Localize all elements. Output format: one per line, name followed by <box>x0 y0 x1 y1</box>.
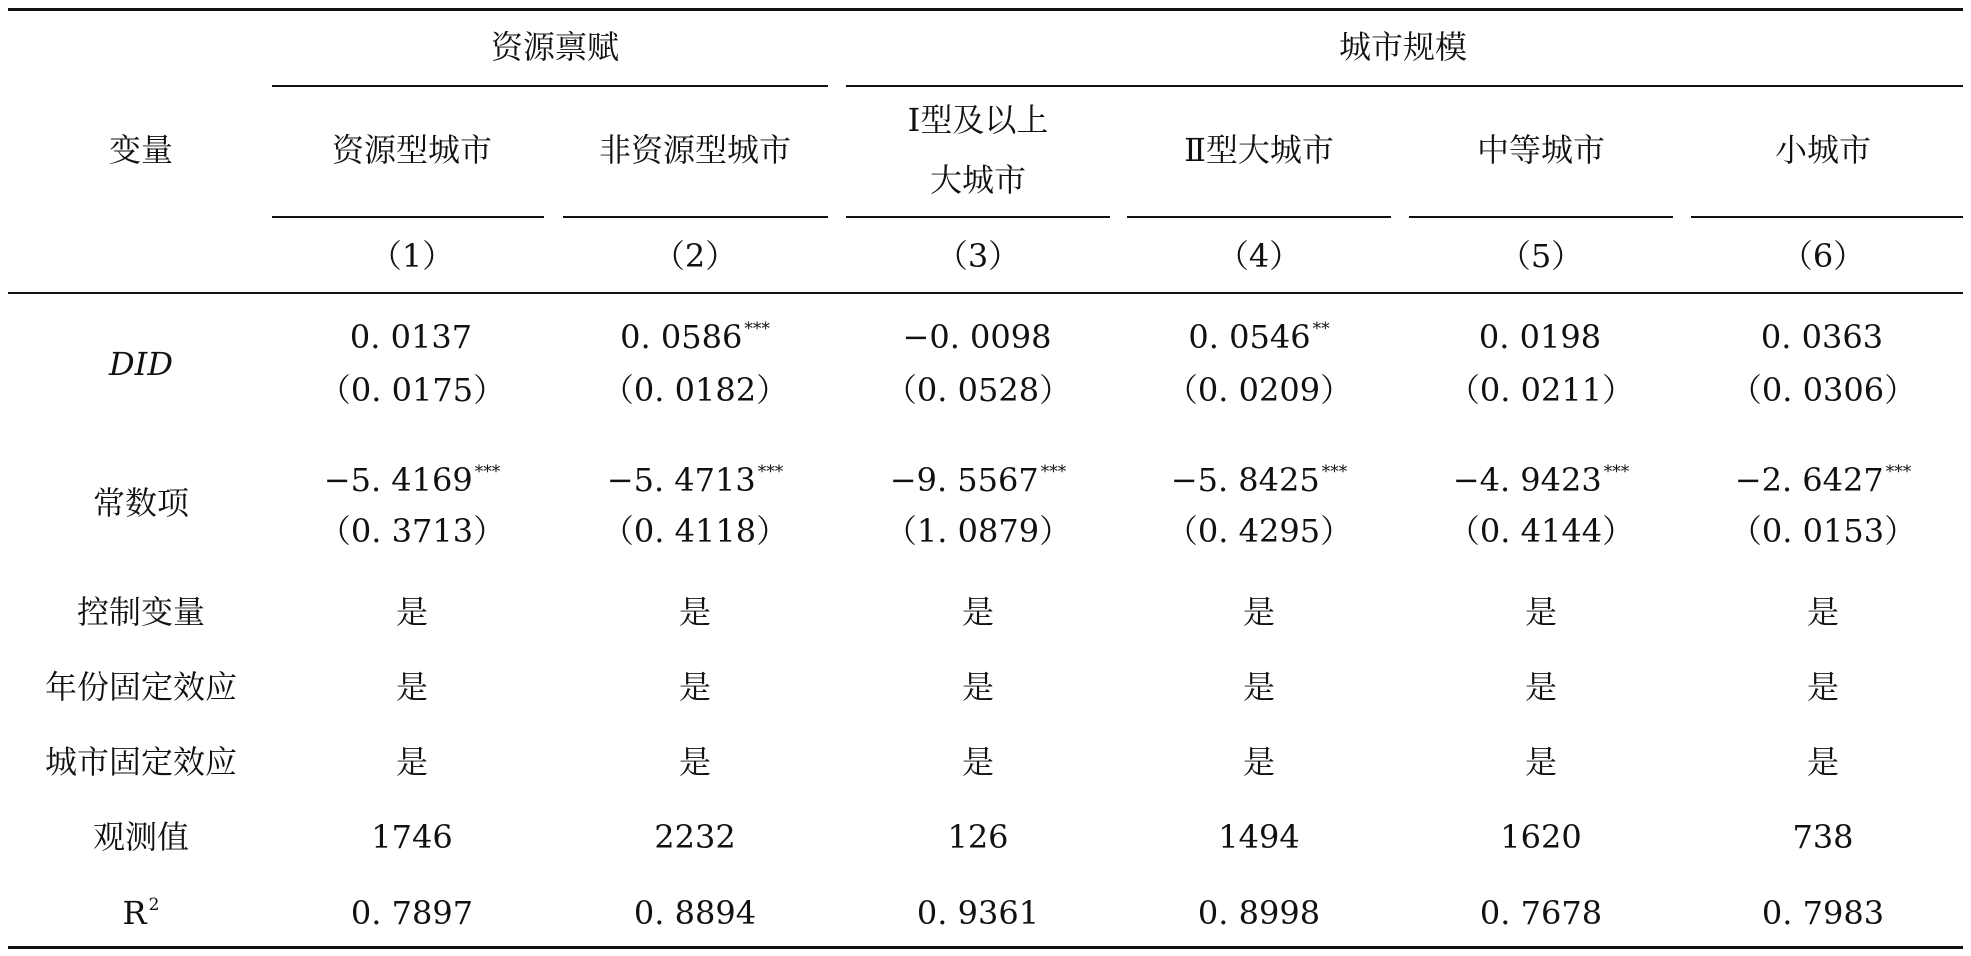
col-header-2: 非资源型城市 <box>598 131 792 169</box>
city-fe-4: 是 <box>1242 743 1276 781</box>
group-rule-city-size <box>846 85 1963 87</box>
col-num-6: （6） <box>1780 237 1866 275</box>
col-header-6: 小城市 <box>1774 131 1872 169</box>
did-coef-1: 0. 0137 <box>349 318 473 356</box>
header-bottom-rule <box>8 292 1963 294</box>
did-se-5: （0. 0211） <box>1447 371 1635 409</box>
did-se-6: （0. 0306） <box>1729 371 1917 409</box>
col-rule-6 <box>1691 216 1963 218</box>
col-rule-5 <box>1409 216 1673 218</box>
controls-3: 是 <box>961 593 995 631</box>
const-se-3: （1. 0879） <box>884 512 1072 550</box>
obs-2: 2232 <box>654 818 736 856</box>
col-num-4: （4） <box>1216 237 1302 275</box>
col-num-2: （2） <box>652 237 738 275</box>
city-fe-5: 是 <box>1524 743 1558 781</box>
r2-2: 0. 8894 <box>633 894 757 932</box>
did-se-1: （0. 0175） <box>318 371 506 409</box>
city-fe-6: 是 <box>1806 743 1840 781</box>
col-num-5: （5） <box>1498 237 1584 275</box>
row-label-r-squared: R $^2$ <box>122 894 160 932</box>
col-header-5: 中等城市 <box>1476 131 1606 169</box>
col-num-1: （1） <box>369 237 455 275</box>
row-label-city-fe: 城市固定效应 <box>44 743 238 781</box>
const-coef-1: −5. 4169 *** <box>323 461 501 499</box>
controls-5: 是 <box>1524 593 1558 631</box>
obs-5: 1620 <box>1500 818 1582 856</box>
row-label-observations: 观测值 <box>92 818 190 856</box>
col-header-3-line1: Ⅰ型及以上 <box>907 101 1049 139</box>
did-se-4: （0. 0209） <box>1165 371 1353 409</box>
const-coef-2: −5. 4713 *** <box>606 461 784 499</box>
row-label-did: DID <box>109 345 173 383</box>
top-rule <box>8 8 1963 11</box>
obs-4: 1494 <box>1218 818 1300 856</box>
row-label-controls: 控制变量 <box>76 593 206 631</box>
controls-6: 是 <box>1806 593 1840 631</box>
year-fe-2: 是 <box>678 668 712 706</box>
col-rule-4 <box>1127 216 1391 218</box>
r2-4: 0. 8998 <box>1197 894 1321 932</box>
did-coef-6: 0. 0363 <box>1760 318 1884 356</box>
did-coef-4: 0. 0546 ** <box>1188 318 1330 356</box>
col-header-4: Ⅱ型大城市 <box>1184 131 1334 169</box>
did-coef-3: −0. 0098 <box>902 318 1052 356</box>
col-num-3: （3） <box>935 237 1021 275</box>
year-fe-3: 是 <box>961 668 995 706</box>
col-header-1: 资源型城市 <box>331 131 493 169</box>
controls-2: 是 <box>678 593 712 631</box>
col-rule-1 <box>272 216 544 218</box>
const-coef-4: −5. 8425 *** <box>1170 461 1348 499</box>
r2-5: 0. 7678 <box>1479 894 1603 932</box>
const-se-1: （0. 3713） <box>318 512 506 550</box>
obs-3: 126 <box>947 818 1009 856</box>
row-label-year-fe: 年份固定效应 <box>44 668 238 706</box>
r2-1: 0. 7897 <box>350 894 474 932</box>
did-se-2: （0. 0182） <box>601 371 789 409</box>
group-header-resource: 资源禀赋 <box>490 28 620 66</box>
const-coef-6: −2. 6427 *** <box>1734 461 1912 499</box>
col-header-3-line2: 大城市 <box>929 161 1027 199</box>
obs-1: 1746 <box>371 818 453 856</box>
const-se-4: （0. 4295） <box>1165 512 1353 550</box>
const-se-6: （0. 0153） <box>1729 512 1917 550</box>
r2-6: 0. 7983 <box>1761 894 1885 932</box>
col-rule-2 <box>563 216 828 218</box>
row-label-constant: 常数项 <box>92 484 190 522</box>
year-fe-5: 是 <box>1524 668 1558 706</box>
bottom-rule <box>8 946 1963 949</box>
const-coef-5: −4. 9423 *** <box>1452 461 1630 499</box>
const-coef-3: −9. 5567 *** <box>889 461 1067 499</box>
col-rule-3 <box>846 216 1110 218</box>
group-rule-resource <box>272 85 828 87</box>
did-coef-5: 0. 0198 <box>1478 318 1602 356</box>
stub-header: 变量 <box>108 131 174 169</box>
city-fe-1: 是 <box>395 743 429 781</box>
did-se-3: （0. 0528） <box>884 371 1072 409</box>
const-se-2: （0. 4118） <box>601 512 789 550</box>
year-fe-4: 是 <box>1242 668 1276 706</box>
did-coef-2: 0. 0586 *** <box>620 318 770 356</box>
year-fe-6: 是 <box>1806 668 1840 706</box>
group-header-city-size: 城市规模 <box>1338 28 1468 66</box>
obs-6: 738 <box>1792 818 1854 856</box>
year-fe-1: 是 <box>395 668 429 706</box>
city-fe-3: 是 <box>961 743 995 781</box>
const-se-5: （0. 4144） <box>1447 512 1635 550</box>
r2-3: 0. 9361 <box>916 894 1040 932</box>
city-fe-2: 是 <box>678 743 712 781</box>
controls-4: 是 <box>1242 593 1276 631</box>
controls-1: 是 <box>395 593 429 631</box>
